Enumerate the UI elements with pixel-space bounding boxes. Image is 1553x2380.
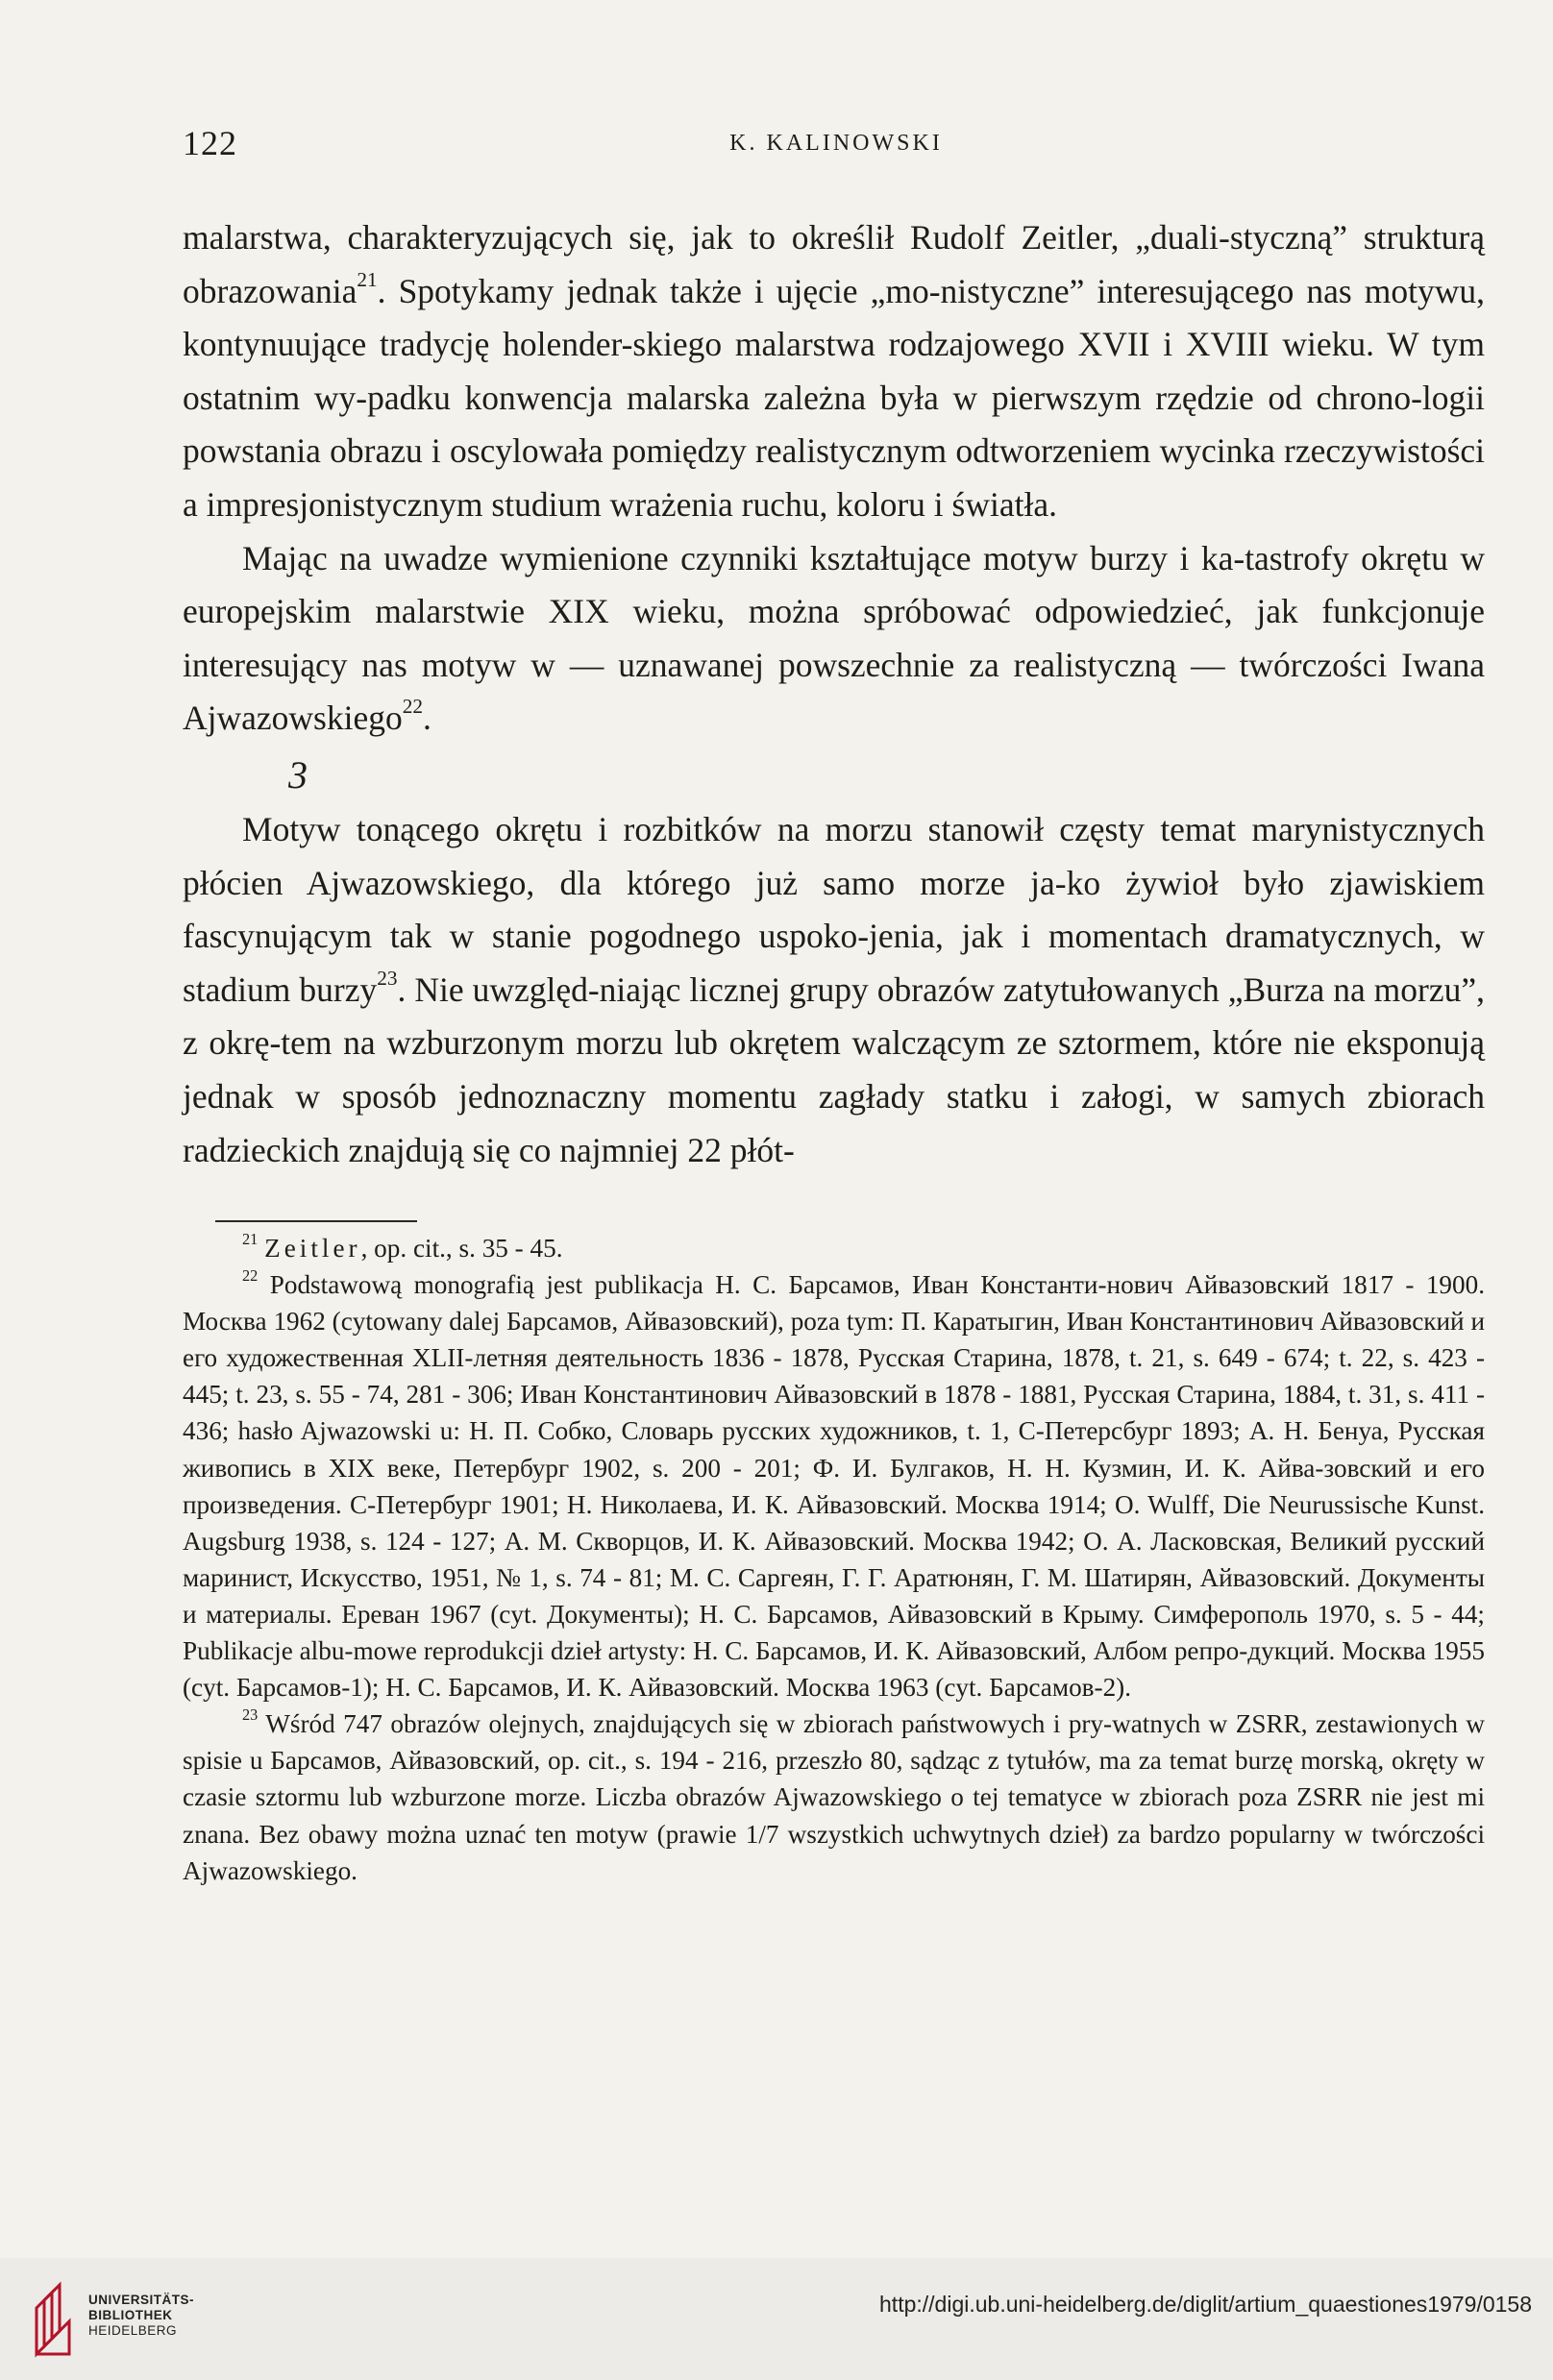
page-number: 122: [183, 124, 237, 162]
footnote-separator: [215, 1220, 417, 1222]
footnote-21: $^{21}$ Zeitler, op. cit., s. 35 - 45.: [242, 1229, 563, 1263]
footnote-23: $^{23}$ Wśród 747 obrazów olejnych, znajdujących się w zbiorach państwowych i pry-watnych w ZSRR, zestawionych w spisie u Барсамов, Айвазовский, op. cit., s. 194 - 216, przeszło 80, sądząc z tytułów, ma za temat burzę morską, okręty w czasie sztormu lub wzburzone morze. Liczba obrazów Ajwazowskiego o tej tematyce w zbiorach poza ZSRR nie jest mi znana. Bez obawy można uznać ten motyw (prawie 1/7 wszystkich uchwytnych dzieł) za bardzo popularny w twórczości Ajwazowskiego.: [183, 1705, 1485, 1885]
source-url-link[interactable]: http://digi.ub.uni-heidelberg.de/diglit/artium_quaestiones1979/0158: [879, 2292, 1532, 2317]
paragraph-1: malarstwa, charakteryzujących się, jak to określił Rudolf Zeitler, „duali-styczną” strukturą obrazowania$^{21}$. Spotykamy jednak także i ujęcie „mo-nistyczne” interesującego nas motywu, kontynuujące tradycję holender-skiego malarstwa rodzajowego XVII i XVIII wieku. W tym ostatnim wy-padku konwencja malarska zależna była w pierwszym rzędzie od chrono-logii powstania obrazu i oscylowała pomiędzy realistycznym odtworzeniem wycinka rzeczywistości a impresjonistycznym studium wrażenia ruchu, koloru i światła.: [183, 218, 1485, 524]
footnotes: [183, 1230, 1485, 1889]
digitization-footer: [0, 2258, 1553, 2380]
footnote-ref-23: 23: [377, 966, 398, 990]
main-text: [183, 211, 1485, 1177]
library-name: UNIVERSITÄTS- BIBLIOTHEK HEIDELBERG: [88, 2293, 195, 2338]
running-head: K. KALINOWSKI: [729, 131, 943, 156]
page-header: [183, 123, 1490, 161]
footnote-ref-22: 22: [402, 695, 424, 719]
university-library-logo-icon: [31, 2279, 79, 2360]
section-numeral: 3: [288, 752, 308, 797]
paragraph-3: Motyw tonącego okrętu i rozbitków na morzu stanowił częsty temat marynistycznych płócien Ajwazowskiego, dla którego już samo morze ja-ko żywioł było zjawiskiem fascynującym tak w stanie pogodnego uspoko-jenia, jak i momentach dramatycznych, w stadium burzy$^{23}$. Nie uwzględ-niając licznej grupy obrazów zatytułowanych „Burza na morzu”, z okrę-tem na wzburzonym morzu lub okrętem walczącym ze sztormem, które nie eksponują jednak w sposób jednoznaczny momentu zagłady statku i załogi, w samych zbiorach radzieckich znajdują się co najmniej 22 płót-: [183, 809, 1485, 1169]
footnote-ref-21: 21: [357, 267, 378, 291]
paragraph-2: Mając na uwadze wymienione czynniki kształtujące motyw burzy i ka-tastrofy okrętu w europejskim malarstwie XIX wieku, można spróbować odpowiedzieć, jak funkcjonuje interesujący nas motyw w — uznawanej powszechnie za realistyczną — twórczości Iwana Ajwazowskiego$^{22}$.: [183, 538, 1485, 738]
footnote-22: $^{22}$ Podstawową monografią jest publikacja Н. С. Барсамов, Иван Константи-нович Айвазовский 1817 - 1900. Москва 1962 (cytowany dalej Барсамов, Айвазовский), poza tym: П. Каратыгин, Иван Константинович Айвазовский и его художественная XLII-летняя деятельность 1836 - 1878, Русская Старина, 1878, t. 21, s. 649 - 674; t. 22, s. 423 - 445; t. 23, s. 55 - 74, 281 - 306; Иван Константинович Айвазовский в 1878 - 1881, Русская Старина, 1884, t. 31, s. 411 - 436; hasło Ajwazowski u: Н. П. Собко, Словарь русских художников, t. 1, С-Петерсбург 1893; А. Н. Бенуа, Русская живопись в XIX веке, Петербург 1902, s. 200 - 201; Ф. И. Булгаков, Н. Н. Кузмин, И. К. Айва-зовский и его произведения. С-Петербург 1901; Н. Николаева, И. К. Айвазовский. Москва 1914; O. Wulff, Die Neurussische Kunst. Augsburg 1938, s. 124 - 127; А. М. Скворцов, И. К. Айвазовский. Москва 1942; О. А. Ласковская, Великий русский маринист, Искусство, 1951, № 1, s. 74 - 81; М. С. Саргеян, Г. Г. Аратюнян, Г. М. Шатирян, Айвазовский. Документы и материалы. Ереван 1967 (cyt. Документы); Н. С. Барсамов, Айвазовский в Крыму. Симферополь 1970, s. 5 - 44; Publikacje albu-mowe reprodukcji dzieł artysty: Н. С. Барсамов, И. К. Айвазовский, Албом репро-дукций. Москва 1955 (cyt. Барсамов-1); Н. С. Барсамов, И. К. Айвазовский. Москва 1963 (cyt. Барсамов-2).: [183, 1266, 1485, 1703]
